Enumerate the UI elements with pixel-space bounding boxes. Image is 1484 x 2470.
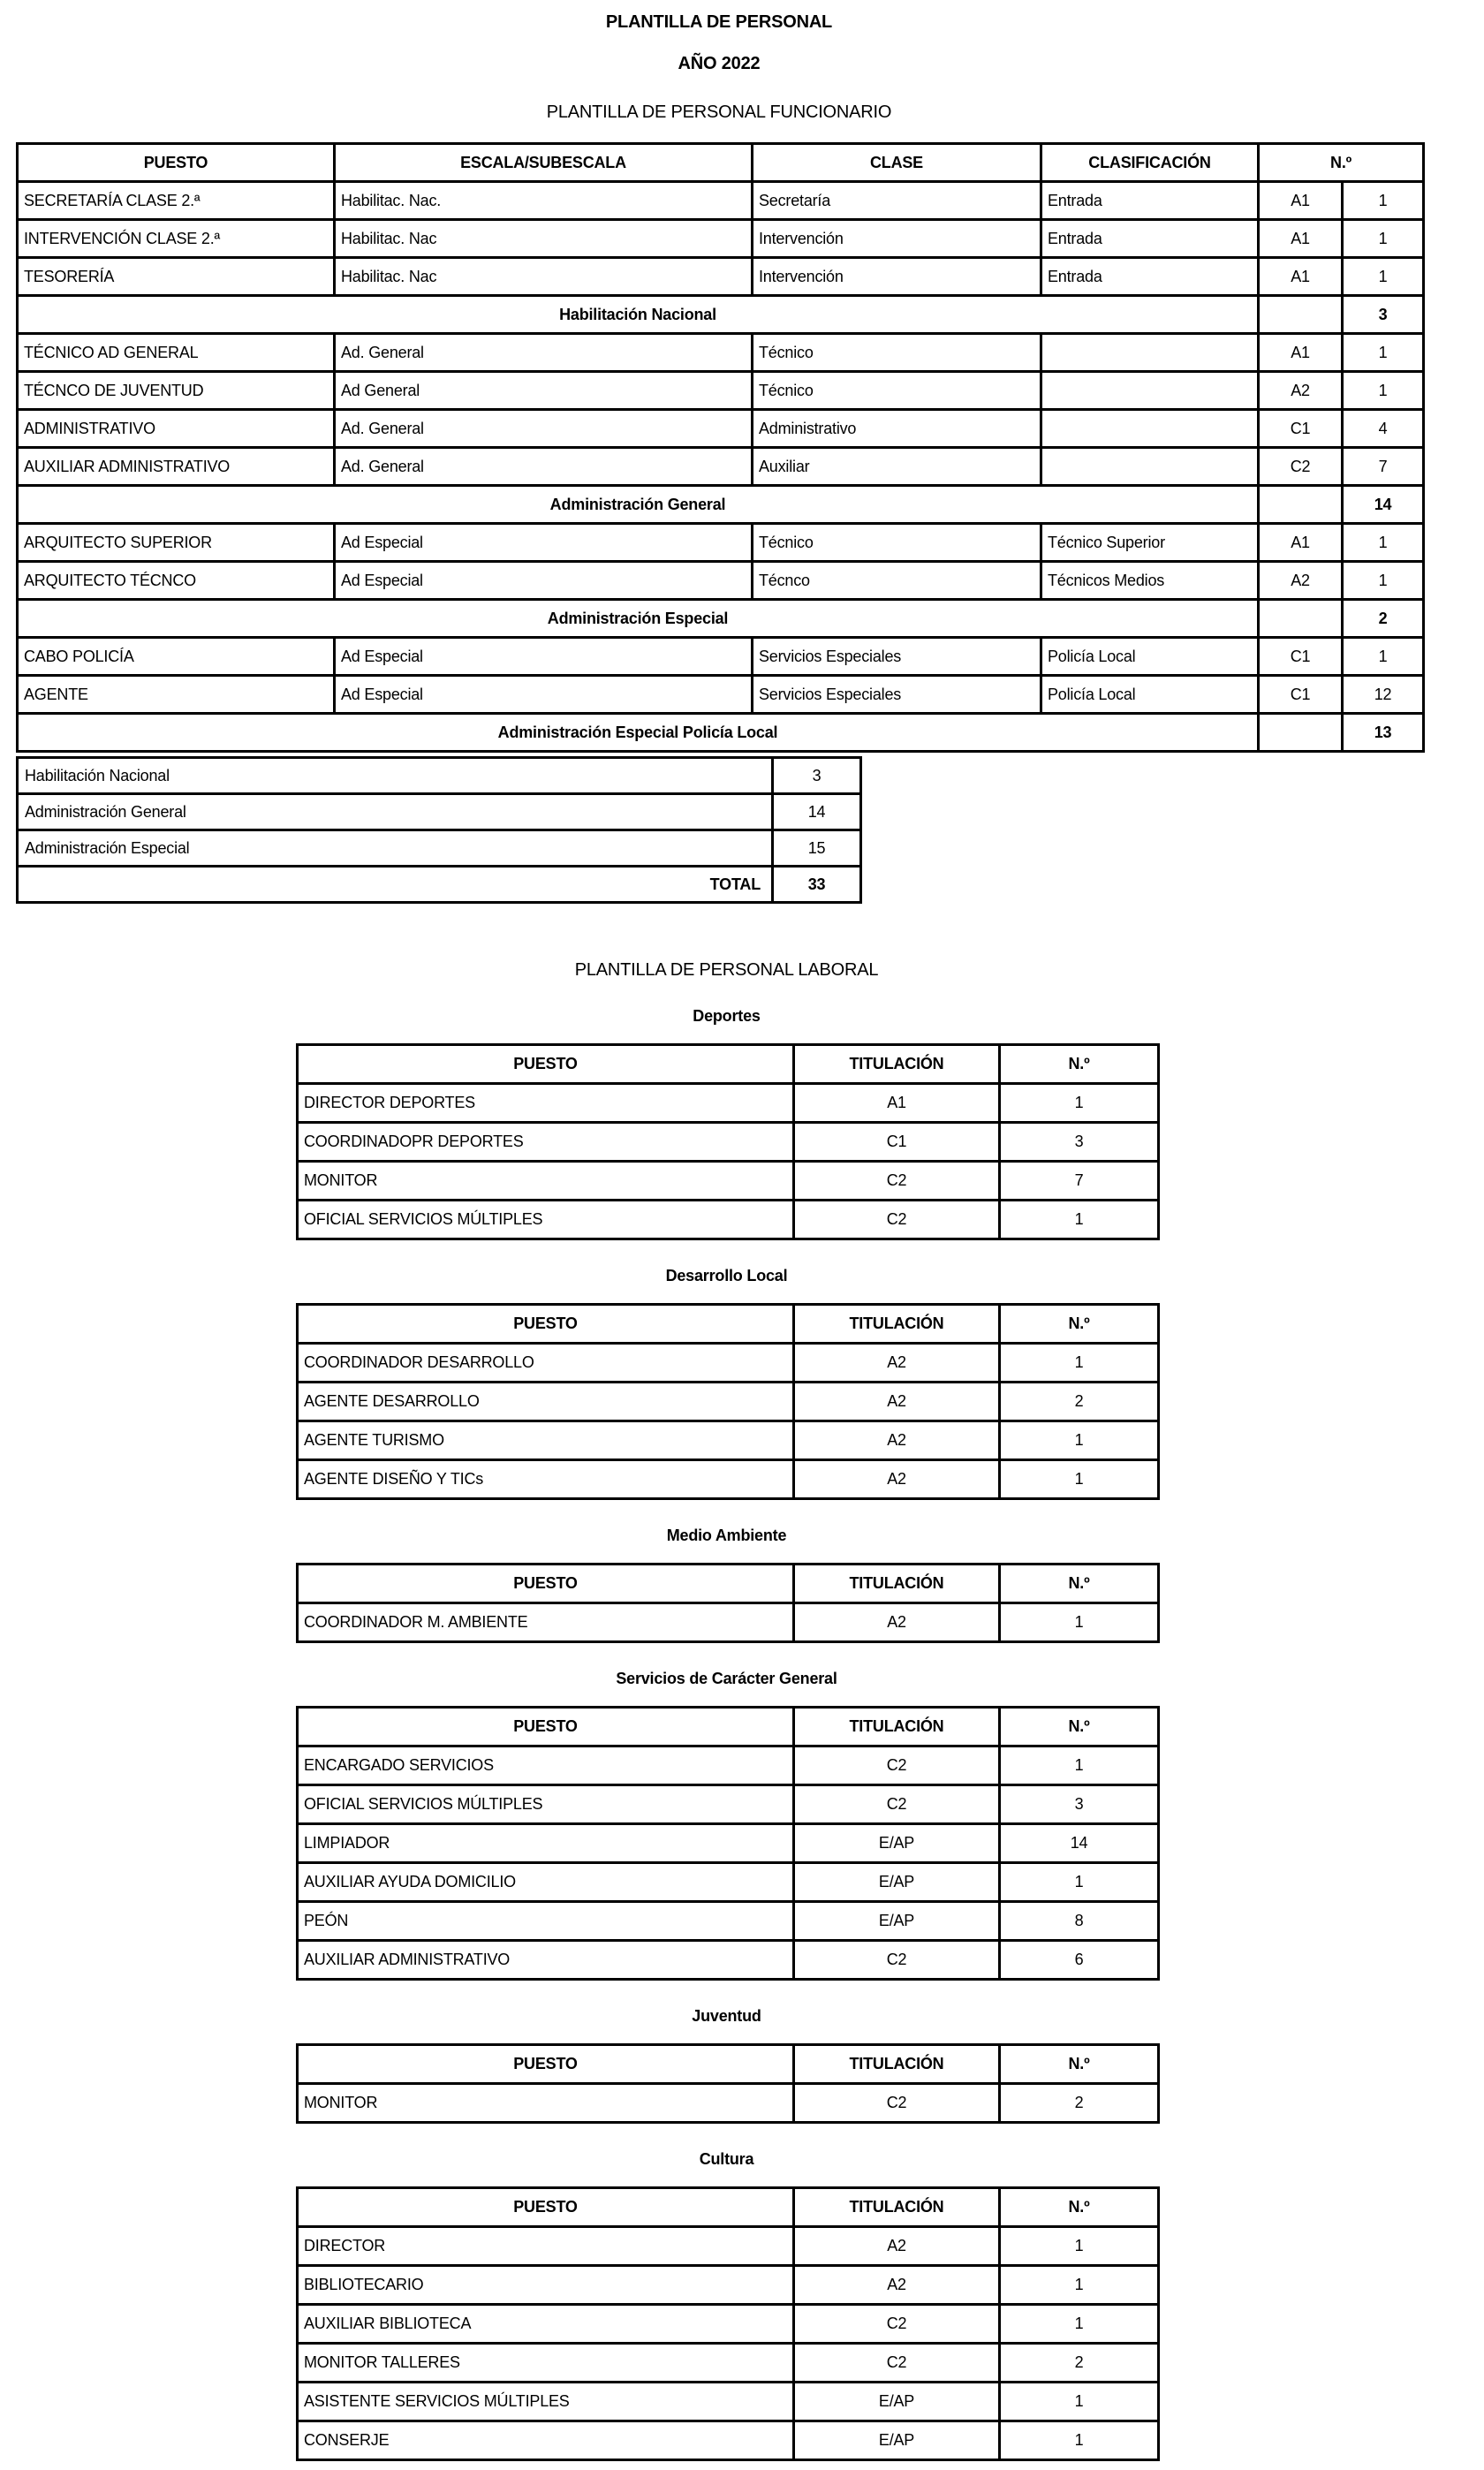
totals-count: 3 bbox=[773, 758, 861, 794]
group-summary-label: Administración General bbox=[18, 486, 1259, 524]
cell-escala: Habilitac. Nac bbox=[335, 258, 753, 296]
group-summary-empty-cell bbox=[1259, 486, 1343, 524]
table-row bbox=[298, 1863, 1159, 1902]
cell-escala: Ad. General bbox=[335, 334, 753, 372]
cell-grupo: A1 bbox=[1259, 182, 1343, 220]
cell-titulacion: A2 bbox=[794, 1383, 1000, 1421]
table-row bbox=[298, 1162, 1159, 1201]
table-row bbox=[298, 1746, 1159, 1785]
cell-num: 1 bbox=[1343, 638, 1424, 676]
cell-puesto: COORDINADOR DESARROLLO bbox=[298, 1344, 794, 1383]
group-summary-count: 3 bbox=[1343, 296, 1424, 334]
section-heading: Cultura bbox=[699, 2150, 754, 2168]
cell-escala: Ad. General bbox=[335, 410, 753, 448]
laboral-table-head bbox=[298, 2045, 1159, 2084]
cell-clasificacion: Técnicos Medios bbox=[1041, 562, 1259, 600]
group-summary-count: 2 bbox=[1343, 600, 1424, 638]
cell-titulacion: E/AP bbox=[794, 2421, 1000, 2460]
column-header: TITULACIÓN bbox=[794, 2045, 1000, 2084]
laboral-table bbox=[296, 1043, 1160, 1240]
cell-puesto: MONITOR bbox=[298, 1162, 794, 1201]
funcionario-totals-body bbox=[18, 758, 861, 903]
cell-titulacion: A2 bbox=[794, 2227, 1000, 2266]
laboral-header-row bbox=[298, 2045, 1159, 2084]
cell-grupo: C2 bbox=[1259, 448, 1343, 486]
laboral-header-row bbox=[298, 1565, 1159, 1603]
cell-num: 1 bbox=[1000, 1863, 1159, 1902]
cell-num: 1 bbox=[1000, 2383, 1159, 2421]
cell-grupo: C1 bbox=[1259, 410, 1343, 448]
cell-num: 1 bbox=[1343, 258, 1424, 296]
cell-puesto: DIRECTOR DEPORTES bbox=[298, 1084, 794, 1123]
cell-num: 1 bbox=[1000, 1746, 1159, 1785]
laboral-table-body bbox=[298, 1084, 1159, 1239]
cell-clase: Técnico bbox=[753, 524, 1041, 562]
page-title: PLANTILLA DE PERSONAL bbox=[605, 12, 833, 32]
table-row bbox=[298, 1421, 1159, 1460]
cell-clasificacion bbox=[1041, 334, 1259, 372]
cell-puesto: LIMPIADOR bbox=[298, 1824, 794, 1863]
laboral-header-row bbox=[298, 2188, 1159, 2227]
cell-num: 1 bbox=[1000, 1460, 1159, 1499]
cell-escala: Ad General bbox=[335, 372, 753, 410]
cell-num: 1 bbox=[1343, 562, 1424, 600]
cell-titulacion: C2 bbox=[794, 2305, 1000, 2344]
cell-grupo: A1 bbox=[1259, 524, 1343, 562]
cell-num: 1 bbox=[1000, 2227, 1159, 2266]
column-header: PUESTO bbox=[298, 2045, 794, 2084]
column-header: N.º bbox=[1000, 2045, 1159, 2084]
group-summary-label: Administración Especial Policía Local bbox=[18, 714, 1259, 752]
laboral-table bbox=[296, 1563, 1160, 1643]
table-row bbox=[18, 638, 1424, 676]
cell-num: 1 bbox=[1000, 1344, 1159, 1383]
cell-num: 1 bbox=[1000, 1201, 1159, 1239]
column-header: TITULACIÓN bbox=[794, 1708, 1000, 1746]
laboral-header-row bbox=[298, 1305, 1159, 1344]
cell-titulacion: E/AP bbox=[794, 1863, 1000, 1902]
section-heading: Servicios de Carácter General bbox=[616, 1670, 837, 1687]
table-row bbox=[298, 2227, 1159, 2266]
cell-titulacion: A2 bbox=[794, 1603, 1000, 1642]
cell-num: 1 bbox=[1000, 2421, 1159, 2460]
table-row bbox=[298, 1383, 1159, 1421]
cell-grupo: A1 bbox=[1259, 334, 1343, 372]
group-summary-count: 14 bbox=[1343, 486, 1424, 524]
table-row bbox=[298, 2383, 1159, 2421]
cell-clasificacion bbox=[1041, 448, 1259, 486]
cell-puesto: AUXILIAR AYUDA DOMICILIO bbox=[298, 1863, 794, 1902]
cell-num: 3 bbox=[1000, 1123, 1159, 1162]
column-header: TITULACIÓN bbox=[794, 2188, 1000, 2227]
cell-puesto: AGENTE bbox=[18, 676, 335, 714]
laboral-header-row bbox=[298, 1708, 1159, 1746]
funcionario-table bbox=[16, 142, 1425, 753]
table-row bbox=[298, 1344, 1159, 1383]
table-row bbox=[18, 334, 1424, 372]
cell-clasificacion: Policía Local bbox=[1041, 638, 1259, 676]
column-header: TITULACIÓN bbox=[794, 1305, 1000, 1344]
totals-row bbox=[18, 794, 861, 830]
totals-row bbox=[18, 830, 861, 867]
cell-num: 4 bbox=[1343, 410, 1424, 448]
group-summary-row bbox=[18, 486, 1424, 524]
table-row bbox=[18, 410, 1424, 448]
cell-titulacion: A2 bbox=[794, 2266, 1000, 2305]
table-row bbox=[18, 258, 1424, 296]
cell-puesto: MONITOR bbox=[298, 2084, 794, 2123]
cell-clase: Técnico bbox=[753, 372, 1041, 410]
cell-grupo: A1 bbox=[1259, 258, 1343, 296]
group-summary-label: Administración Especial bbox=[18, 600, 1259, 638]
cell-num: 8 bbox=[1000, 1902, 1159, 1941]
laboral-table-head bbox=[298, 2188, 1159, 2227]
cell-num: 2 bbox=[1000, 2084, 1159, 2123]
laboral-table-head bbox=[298, 1305, 1159, 1344]
column-header: TITULACIÓN bbox=[794, 1045, 1000, 1084]
table-row bbox=[18, 562, 1424, 600]
cell-clasificacion: Policía Local bbox=[1041, 676, 1259, 714]
column-header: N.º bbox=[1000, 2188, 1159, 2227]
cell-num: 1 bbox=[1343, 220, 1424, 258]
laboral-table-body bbox=[298, 1746, 1159, 1980]
column-header: PUESTO bbox=[298, 1305, 794, 1344]
cell-clase: Administrativo bbox=[753, 410, 1041, 448]
laboral-table-head bbox=[298, 1565, 1159, 1603]
laboral-table-body bbox=[298, 1603, 1159, 1642]
cell-escala: Ad Especial bbox=[335, 562, 753, 600]
group-summary-row bbox=[18, 296, 1424, 334]
laboral-sections bbox=[0, 1007, 1484, 2461]
group-summary-row bbox=[18, 600, 1424, 638]
cell-puesto: TÉCNCO DE JUVENTUD bbox=[18, 372, 335, 410]
cell-clasificacion: Entrada bbox=[1041, 182, 1259, 220]
table-row bbox=[298, 1902, 1159, 1941]
funcionario-header-row bbox=[18, 144, 1424, 182]
table-row bbox=[298, 2266, 1159, 2305]
cell-escala: Habilitac. Nac bbox=[335, 220, 753, 258]
cell-puesto: AUXILIAR ADMINISTRATIVO bbox=[18, 448, 335, 486]
totals-count: 14 bbox=[773, 794, 861, 830]
group-summary-count: 13 bbox=[1343, 714, 1424, 752]
cell-num: 1 bbox=[1343, 372, 1424, 410]
table-row bbox=[298, 1785, 1159, 1824]
cell-puesto: ARQUITECTO TÉCNCO bbox=[18, 562, 335, 600]
table-row bbox=[298, 1123, 1159, 1162]
table-row bbox=[298, 2305, 1159, 2344]
cell-clase: Técnico bbox=[753, 334, 1041, 372]
cell-titulacion: E/AP bbox=[794, 1824, 1000, 1863]
totals-label: Administración General bbox=[18, 794, 773, 830]
cell-clase: Intervención bbox=[753, 220, 1041, 258]
column-header: PUESTO bbox=[298, 1708, 794, 1746]
column-header: N.º bbox=[1259, 144, 1424, 182]
totals-label: Habilitación Nacional bbox=[18, 758, 773, 794]
cell-puesto: TESORERÍA bbox=[18, 258, 335, 296]
cell-num: 1 bbox=[1000, 1084, 1159, 1123]
cell-clasificacion: Técnico Superior bbox=[1041, 524, 1259, 562]
totals-total-label: TOTAL bbox=[18, 867, 773, 903]
cell-titulacion: E/AP bbox=[794, 2383, 1000, 2421]
table-row bbox=[298, 1460, 1159, 1499]
totals-label: Administración Especial bbox=[18, 830, 773, 867]
cell-puesto: DIRECTOR bbox=[298, 2227, 794, 2266]
laboral-header-row bbox=[298, 1045, 1159, 1084]
cell-titulacion: A2 bbox=[794, 1460, 1000, 1499]
table-row bbox=[18, 676, 1424, 714]
page-year: AÑO 2022 bbox=[678, 54, 761, 73]
cell-puesto: MONITOR TALLERES bbox=[298, 2344, 794, 2383]
cell-escala: Ad Especial bbox=[335, 638, 753, 676]
table-row bbox=[298, 2344, 1159, 2383]
cell-titulacion: C2 bbox=[794, 1785, 1000, 1824]
cell-clasificacion bbox=[1041, 410, 1259, 448]
cell-num: 1 bbox=[1000, 1421, 1159, 1460]
cell-escala: Ad Especial bbox=[335, 676, 753, 714]
cell-num: 1 bbox=[1000, 2266, 1159, 2305]
cell-puesto: AGENTE TURISMO bbox=[298, 1421, 794, 1460]
cell-clasificacion: Entrada bbox=[1041, 220, 1259, 258]
funcionario-totals-table bbox=[16, 756, 862, 904]
cell-puesto: INTERVENCIÓN CLASE 2.ª bbox=[18, 220, 335, 258]
cell-puesto: CONSERJE bbox=[298, 2421, 794, 2460]
cell-num: 1 bbox=[1343, 524, 1424, 562]
group-summary-empty-cell bbox=[1259, 600, 1343, 638]
cell-clasificacion: Entrada bbox=[1041, 258, 1259, 296]
cell-clasificacion bbox=[1041, 372, 1259, 410]
cell-clase: Servicios Especiales bbox=[753, 676, 1041, 714]
table-row bbox=[18, 220, 1424, 258]
table-row bbox=[298, 1941, 1159, 1980]
cell-clase: Servicios Especiales bbox=[753, 638, 1041, 676]
cell-puesto: AGENTE DISEÑO Y TICs bbox=[298, 1460, 794, 1499]
table-row bbox=[298, 1084, 1159, 1123]
cell-num: 1 bbox=[1343, 182, 1424, 220]
cell-grupo: C1 bbox=[1259, 676, 1343, 714]
section-heading: Juventud bbox=[692, 2007, 761, 2025]
cell-puesto: ASISTENTE SERVICIOS MÚLTIPLES bbox=[298, 2383, 794, 2421]
funcionario-table-head bbox=[18, 144, 1424, 182]
cell-titulacion: C2 bbox=[794, 2344, 1000, 2383]
cell-puesto: SECRETARÍA CLASE 2.ª bbox=[18, 182, 335, 220]
cell-puesto: ADMINISTRATIVO bbox=[18, 410, 335, 448]
table-row bbox=[298, 2421, 1159, 2460]
cell-clase: Técnco bbox=[753, 562, 1041, 600]
column-header: N.º bbox=[1000, 1305, 1159, 1344]
cell-titulacion: A2 bbox=[794, 1344, 1000, 1383]
cell-puesto: CABO POLICÍA bbox=[18, 638, 335, 676]
funcionario-heading: PLANTILLA DE PERSONAL FUNCIONARIO bbox=[546, 102, 892, 122]
column-header: N.º bbox=[1000, 1045, 1159, 1084]
group-summary-empty-cell bbox=[1259, 296, 1343, 334]
cell-puesto: ARQUITECTO SUPERIOR bbox=[18, 524, 335, 562]
cell-puesto: AGENTE DESARROLLO bbox=[298, 1383, 794, 1421]
laboral-table-body bbox=[298, 1344, 1159, 1499]
table-row bbox=[18, 448, 1424, 486]
funcionario-table-body bbox=[18, 182, 1424, 752]
cell-puesto: OFICIAL SERVICIOS MÚLTIPLES bbox=[298, 1785, 794, 1824]
table-row bbox=[18, 524, 1424, 562]
totals-total-row bbox=[18, 867, 861, 903]
table-row bbox=[18, 372, 1424, 410]
cell-titulacion: C2 bbox=[794, 2084, 1000, 2123]
cell-num: 2 bbox=[1000, 2344, 1159, 2383]
laboral-table-body bbox=[298, 2227, 1159, 2460]
column-header: PUESTO bbox=[298, 2188, 794, 2227]
column-header: PUESTO bbox=[18, 144, 335, 182]
cell-titulacion: C1 bbox=[794, 1123, 1000, 1162]
cell-grupo: C1 bbox=[1259, 638, 1343, 676]
column-header: PUESTO bbox=[298, 1045, 794, 1084]
cell-escala: Habilitac. Nac. bbox=[335, 182, 753, 220]
cell-num: 1 bbox=[1000, 2305, 1159, 2344]
cell-titulacion: A2 bbox=[794, 1421, 1000, 1460]
cell-puesto: COORDINADOR M. AMBIENTE bbox=[298, 1603, 794, 1642]
cell-puesto: COORDINADOPR DEPORTES bbox=[298, 1123, 794, 1162]
cell-num: 14 bbox=[1000, 1824, 1159, 1863]
cell-num: 7 bbox=[1343, 448, 1424, 486]
table-row bbox=[298, 1603, 1159, 1642]
laboral-table bbox=[296, 1706, 1160, 1981]
column-header: N.º bbox=[1000, 1708, 1159, 1746]
group-summary-empty-cell bbox=[1259, 714, 1343, 752]
cell-puesto: OFICIAL SERVICIOS MÚLTIPLES bbox=[298, 1201, 794, 1239]
column-header: TITULACIÓN bbox=[794, 1565, 1000, 1603]
section-heading: Desarrollo Local bbox=[665, 1267, 788, 1284]
laboral-table bbox=[296, 2043, 1160, 2124]
cell-num: 2 bbox=[1000, 1383, 1159, 1421]
table-row bbox=[18, 182, 1424, 220]
laboral-table-head bbox=[298, 1045, 1159, 1084]
laboral-table bbox=[296, 2186, 1160, 2461]
table-row bbox=[298, 1201, 1159, 1239]
cell-num: 6 bbox=[1000, 1941, 1159, 1980]
cell-puesto: ENCARGADO SERVICIOS bbox=[298, 1746, 794, 1785]
cell-titulacion: C2 bbox=[794, 1941, 1000, 1980]
cell-num: 12 bbox=[1343, 676, 1424, 714]
cell-grupo: A1 bbox=[1259, 220, 1343, 258]
table-row bbox=[298, 1824, 1159, 1863]
column-header: N.º bbox=[1000, 1565, 1159, 1603]
cell-puesto: BIBLIOTECARIO bbox=[298, 2266, 794, 2305]
cell-num: 1 bbox=[1000, 1603, 1159, 1642]
column-header: CLASE bbox=[753, 144, 1041, 182]
table-row bbox=[298, 2084, 1159, 2123]
column-header: PUESTO bbox=[298, 1565, 794, 1603]
laboral-table-head bbox=[298, 1708, 1159, 1746]
cell-clase: Auxiliar bbox=[753, 448, 1041, 486]
cell-titulacion: A1 bbox=[794, 1084, 1000, 1123]
cell-puesto: PEÓN bbox=[298, 1902, 794, 1941]
laboral-table-body bbox=[298, 2084, 1159, 2123]
cell-num: 1 bbox=[1343, 334, 1424, 372]
laboral-table bbox=[296, 1303, 1160, 1500]
group-summary-row bbox=[18, 714, 1424, 752]
cell-grupo: A2 bbox=[1259, 562, 1343, 600]
cell-titulacion: C2 bbox=[794, 1162, 1000, 1201]
cell-puesto: TÉCNICO AD GENERAL bbox=[18, 334, 335, 372]
group-summary-label: Habilitación Nacional bbox=[18, 296, 1259, 334]
totals-total-count: 33 bbox=[773, 867, 861, 903]
cell-titulacion: E/AP bbox=[794, 1902, 1000, 1941]
cell-puesto: AUXILIAR BIBLIOTECA bbox=[298, 2305, 794, 2344]
laboral-heading: PLANTILLA DE PERSONAL LABORAL bbox=[574, 960, 879, 980]
cell-num: 3 bbox=[1000, 1785, 1159, 1824]
cell-titulacion: C2 bbox=[794, 1746, 1000, 1785]
column-header: ESCALA/SUBESCALA bbox=[335, 144, 753, 182]
section-heading: Deportes bbox=[693, 1007, 761, 1025]
cell-escala: Ad Especial bbox=[335, 524, 753, 562]
cell-num: 7 bbox=[1000, 1162, 1159, 1201]
cell-clase: Secretaría bbox=[753, 182, 1041, 220]
cell-titulacion: C2 bbox=[794, 1201, 1000, 1239]
totals-row bbox=[18, 758, 861, 794]
column-header: CLASIFICACIÓN bbox=[1041, 144, 1259, 182]
section-heading: Medio Ambiente bbox=[666, 1527, 787, 1544]
cell-grupo: A2 bbox=[1259, 372, 1343, 410]
totals-count: 15 bbox=[773, 830, 861, 867]
cell-escala: Ad. General bbox=[335, 448, 753, 486]
cell-puesto: AUXILIAR ADMINISTRATIVO bbox=[298, 1941, 794, 1980]
cell-clase: Intervención bbox=[753, 258, 1041, 296]
